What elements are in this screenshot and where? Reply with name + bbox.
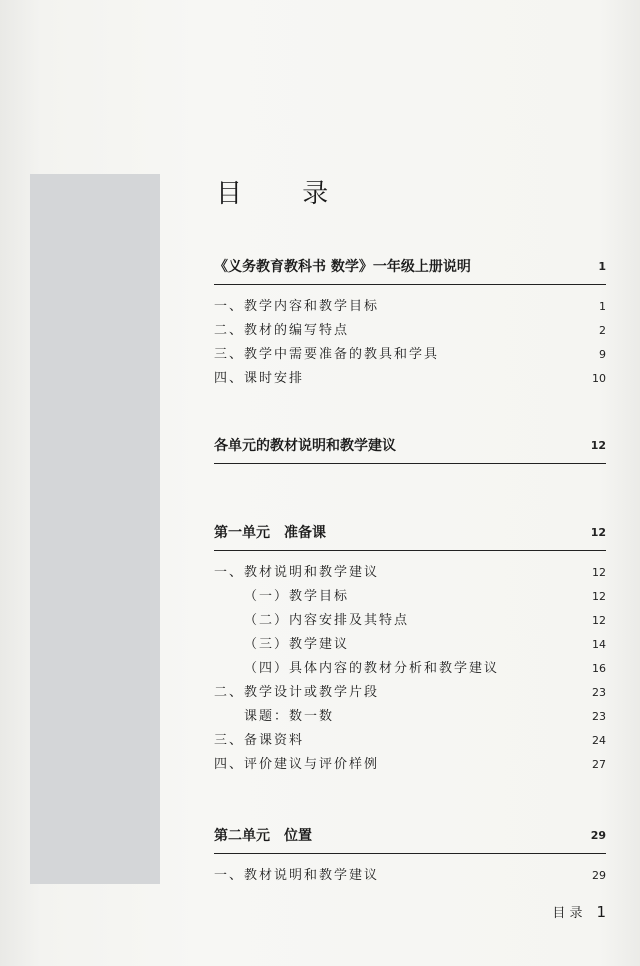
toc-subentry[interactable] xyxy=(214,705,606,729)
toc-page-number: 12 xyxy=(592,614,606,627)
toc-subentry-label: （一）教学目标 xyxy=(244,589,350,604)
toc-subentry[interactable] xyxy=(214,609,606,633)
divider xyxy=(214,284,606,285)
toc-entry-label: 一、教材说明和教学建议 xyxy=(214,565,380,580)
toc-page-number: 12 xyxy=(592,590,606,603)
toc-entry-label: 三、备课资料 xyxy=(214,733,305,748)
toc-page-number: 12 xyxy=(590,439,606,452)
toc-entry[interactable] xyxy=(214,295,606,319)
toc-entry-label: 二、教学设计或教学片段 xyxy=(214,685,380,700)
toc-entry[interactable] xyxy=(214,681,606,705)
toc-subentry-label: 课题：数一数 xyxy=(244,709,335,724)
footer-page-number: 1 xyxy=(596,902,606,921)
table-of-contents xyxy=(214,250,606,888)
toc-entry[interactable] xyxy=(214,319,606,343)
footer-label: 目 录 xyxy=(552,906,583,921)
toc-page-number: 24 xyxy=(592,734,606,747)
side-panel xyxy=(30,174,160,884)
toc-entry-label: 一、教学内容和教学目标 xyxy=(214,299,380,314)
toc-entry-label: 三、教学中需要准备的教具和学具 xyxy=(214,347,440,362)
toc-section-title: 第一单元 准备课 xyxy=(214,525,326,541)
toc-subentry[interactable] xyxy=(214,633,606,657)
toc-page-number: 9 xyxy=(599,348,606,361)
toc-page-number: 14 xyxy=(592,638,606,651)
toc-entry[interactable] xyxy=(214,753,606,777)
toc-page-number: 1 xyxy=(599,300,606,313)
page-footer xyxy=(552,902,606,921)
toc-page-number: 1 xyxy=(598,260,606,273)
divider xyxy=(214,550,606,551)
toc-page-number: 12 xyxy=(590,526,606,539)
toc-subentry-label: （三）教学建议 xyxy=(244,637,350,652)
toc-page-number: 23 xyxy=(592,710,606,723)
toc-section-heading[interactable] xyxy=(214,819,606,853)
toc-entry[interactable] xyxy=(214,729,606,753)
toc-entry[interactable] xyxy=(214,561,606,585)
toc-subentry[interactable] xyxy=(214,657,606,681)
toc-entry-label: 二、教材的编写特点 xyxy=(214,323,350,338)
page-title: 目 录 xyxy=(216,179,355,209)
toc-entry-label: 一、教材说明和教学建议 xyxy=(214,868,380,883)
toc-subentry-label: （二）内容安排及其特点 xyxy=(244,613,410,628)
divider xyxy=(214,853,606,854)
toc-page-number: 27 xyxy=(592,758,606,771)
toc-section-heading[interactable] xyxy=(214,429,606,463)
toc-page-number: 12 xyxy=(592,566,606,579)
toc-entry[interactable] xyxy=(214,343,606,367)
toc-subentry-label: （四）具体内容的教材分析和教学建议 xyxy=(244,661,500,676)
toc-entry[interactable] xyxy=(214,864,606,888)
toc-section-title: 《义务教育教科书 数学》一年级上册说明 xyxy=(214,259,471,275)
toc-page-number: 16 xyxy=(592,662,606,675)
toc-page-number: 23 xyxy=(592,686,606,699)
toc-section-title: 各单元的教材说明和教学建议 xyxy=(214,438,396,454)
toc-subentry[interactable] xyxy=(214,585,606,609)
toc-entry-label: 四、课时安排 xyxy=(214,371,305,386)
toc-section-title: 第二单元 位置 xyxy=(214,828,312,844)
toc-page-number: 29 xyxy=(590,829,606,842)
toc-page-number: 2 xyxy=(599,324,606,337)
divider xyxy=(214,463,606,464)
toc-page-number: 10 xyxy=(592,372,606,385)
toc-entry-label: 四、评价建议与评价样例 xyxy=(214,757,380,772)
toc-section-heading[interactable] xyxy=(214,250,606,284)
toc-page-number: 29 xyxy=(592,869,606,882)
toc-section-heading[interactable] xyxy=(214,516,606,550)
toc-entry[interactable] xyxy=(214,367,606,391)
